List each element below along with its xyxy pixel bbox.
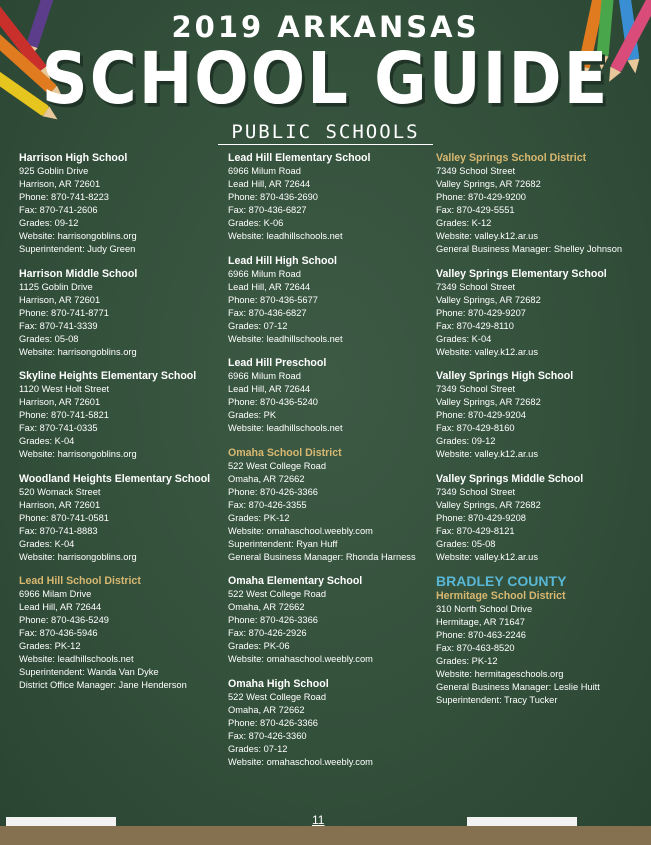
detail-line: 6966 Milum Road: [228, 166, 301, 176]
chalk-ledge: [0, 826, 651, 845]
detail-line: Website: harrisongoblins.org: [19, 231, 137, 241]
school-entry: [19, 267, 219, 359]
column-middle: [228, 151, 428, 779]
detail-line: Valley Springs, AR 72682: [436, 179, 541, 189]
detail-line: Website: omahaschool.weebly.com: [228, 756, 373, 767]
detail-line: Harrison, AR 72601: [19, 179, 101, 189]
detail-line: Valley Springs, AR 72682: [436, 499, 541, 510]
detail-line: Lead Hill, AR 72644: [19, 602, 102, 612]
detail-line: 7349 School Street: [436, 384, 516, 394]
detail-line: Lead Hill, AR 72644: [228, 281, 311, 292]
subtitle-underline: [218, 144, 433, 145]
detail-line: Fax: 870-741-0335: [19, 423, 98, 433]
school-entry: [228, 151, 428, 243]
detail-line: Superintendent: Judy Green: [19, 244, 136, 254]
detail-line: Grades: K-04: [19, 436, 75, 446]
school-entry: [228, 254, 428, 346]
school-name: Skyline Heights Elementary School: [19, 370, 197, 382]
detail-line: Phone: 870-429-9204: [436, 410, 526, 420]
school-name: Omaha Elementary School: [228, 575, 363, 587]
detail-line: Hermitage, AR 71647: [436, 617, 525, 627]
detail-line: Fax: 870-436-5946: [19, 628, 98, 638]
detail-line: Fax: 870-741-2606: [19, 205, 98, 215]
district-entry: [228, 446, 428, 564]
detail-line: Phone: 870-426-3366: [228, 486, 318, 497]
detail-line: Phone: 870-429-9208: [436, 512, 526, 523]
detail-line: Lead Hill, AR 72644: [228, 384, 311, 394]
detail-line: Omaha, AR 72662: [228, 602, 305, 612]
detail-line: Grades: 05-08: [436, 538, 496, 549]
school-entry: [228, 677, 428, 769]
detail-line: Grades: PK-12: [436, 656, 498, 666]
county-heading: BRADLEY COUNTY: [436, 573, 567, 589]
school-name: Harrison High School: [19, 152, 128, 164]
detail-line: Grades: 07-12: [228, 320, 288, 331]
detail-line: Grades: 05-08: [19, 333, 79, 344]
detail-line: Harrison, AR 72601: [19, 294, 101, 305]
school-entry: [436, 369, 646, 461]
detail-line: 522 West College Road: [228, 460, 327, 471]
detail-line: Fax: 870-429-8121: [436, 525, 515, 536]
detail-line: Website: hermitageschools.org: [436, 669, 564, 679]
district-entry: [436, 151, 646, 256]
detail-line: Fax: 870-463-8520: [436, 643, 515, 653]
detail-line: Grades: K-04: [436, 333, 492, 344]
school-name: Valley Springs High School: [436, 370, 574, 382]
school-name: Valley Springs Elementary School: [436, 267, 607, 280]
detail-line: Superintendent: Ryan Huff: [228, 538, 338, 549]
detail-line: Grades: K-04: [19, 538, 75, 549]
detail-line: Phone: 870-436-5249: [19, 615, 109, 625]
detail-line: 7349 School Street: [436, 281, 516, 292]
detail-line: Website: valley.k12.ar.us: [436, 449, 538, 459]
school-entry: [19, 472, 219, 564]
detail-line: Grades: 07-12: [228, 743, 288, 754]
detail-line: General Business Manager: Shelley Johnson: [436, 244, 623, 254]
detail-line: Grades: K-12: [436, 218, 492, 228]
detail-line: Fax: 870-426-2926: [228, 628, 307, 638]
district-entry: [19, 574, 219, 692]
district-entry: [436, 574, 646, 707]
detail-line: Fax: 870-436-6827: [228, 307, 307, 318]
detail-line: Phone: 870-436-5240: [228, 397, 318, 407]
detail-line: Fax: 870-426-3355: [228, 499, 307, 510]
chalk-left: [6, 817, 116, 826]
detail-line: Website: harrisongoblins.org: [19, 449, 137, 459]
detail-line: 522 West College Road: [228, 589, 327, 599]
district-name: Valley Springs School District: [436, 152, 587, 164]
detail-line: Grades: K-06: [228, 218, 284, 228]
detail-line: Website: valley.k12.ar.us: [436, 346, 538, 357]
detail-line: Phone: 870-426-3366: [228, 615, 318, 625]
detail-line: Website: omahaschool.weebly.com: [228, 654, 373, 664]
detail-line: 520 Womack Street: [19, 486, 101, 497]
detail-line: Superintendent: Wanda Van Dyke: [19, 667, 159, 677]
detail-line: 310 North School Drive: [436, 604, 533, 614]
detail-line: Fax: 870-429-8160: [436, 423, 515, 433]
detail-line: 7349 School Street: [436, 486, 516, 497]
detail-line: Phone: 870-741-5821: [19, 410, 109, 420]
chalk-right: [467, 817, 577, 826]
detail-line: Website: harrisongoblins.org: [19, 551, 137, 562]
detail-line: Website: valley.k12.ar.us: [436, 231, 538, 241]
detail-line: 925 Goblin Drive: [19, 166, 89, 176]
detail-line: Fax: 870-741-3339: [19, 320, 98, 331]
detail-line: 522 West College Road: [228, 691, 327, 702]
detail-line: Lead Hill, AR 72644: [228, 179, 311, 189]
detail-line: Omaha, AR 72662: [228, 704, 305, 715]
detail-line: Website: leadhillschools.net: [228, 231, 343, 241]
detail-line: Grades: PK-12: [19, 641, 81, 651]
school-name: Woodland Heights Elementary School: [19, 472, 211, 485]
page-number: 11: [312, 813, 325, 827]
detail-line: Phone: 870-426-3366: [228, 717, 318, 728]
detail-line: Fax: 870-741-8883: [19, 525, 98, 536]
detail-line: Grades: 09-12: [19, 218, 79, 228]
page-title: SCHOOL GUIDE: [41, 38, 610, 121]
column-left: [19, 151, 219, 703]
detail-line: Website: valley.k12.ar.us: [436, 551, 538, 562]
detail-line: Phone: 870-463-2246: [436, 630, 526, 640]
detail-line: Phone: 870-436-5677: [228, 294, 318, 305]
detail-line: Grades: 09-12: [436, 436, 496, 446]
school-name: Lead Hill Preschool: [228, 357, 327, 369]
detail-line: 1125 Goblin Drive: [19, 281, 93, 292]
district-name: Lead Hill School District: [19, 575, 141, 587]
detail-line: 6966 Milum Road: [228, 371, 301, 381]
detail-line: 1120 West Holt Street: [19, 384, 110, 394]
detail-line: Grades: PK-12: [228, 512, 290, 523]
detail-line: Fax: 870-429-5551: [436, 205, 515, 215]
detail-line: District Office Manager: Jane Henderson: [19, 680, 187, 690]
detail-line: Valley Springs, AR 72682: [436, 397, 541, 407]
header-year: 2019 ARKANSAS: [171, 10, 480, 44]
school-name: Harrison Middle School: [19, 267, 138, 280]
district-name: Hermitage School District: [436, 590, 566, 602]
detail-line: Grades: PK-06: [228, 641, 290, 651]
detail-line: Website: harrisongoblins.org: [19, 346, 137, 357]
detail-line: Omaha, AR 72662: [228, 473, 305, 484]
detail-line: Fax: 870-429-8110: [436, 320, 514, 331]
detail-line: 7349 School Street: [436, 166, 516, 176]
detail-line: Website: leadhillschools.net: [19, 654, 134, 664]
school-name: Lead Hill Elementary School: [228, 152, 371, 164]
school-name: Omaha High School: [228, 677, 329, 690]
detail-line: Fax: 870-426-3360: [228, 730, 307, 741]
section-subtitle: PUBLIC SCHOOLS: [231, 121, 420, 143]
detail-line: Phone: 870-741-8771: [19, 307, 109, 318]
detail-line: Phone: 870-741-0581: [19, 512, 109, 523]
detail-line: General Business Manager: Rhonda Harness: [228, 551, 416, 562]
school-name: Lead Hill High School: [228, 254, 337, 267]
detail-line: Phone: 870-436-2690: [228, 192, 318, 202]
detail-line: 6966 Milum Road: [228, 268, 301, 279]
school-entry: [436, 472, 646, 564]
school-entry: [19, 151, 219, 256]
school-entry: [436, 267, 646, 359]
school-name: Valley Springs Middle School: [436, 472, 584, 485]
detail-line: Phone: 870-741-8223: [19, 192, 109, 202]
detail-line: Superintendent: Tracy Tucker: [436, 695, 558, 705]
school-entry: [228, 356, 428, 435]
school-entry: [19, 369, 219, 461]
detail-line: General Business Manager: Leslie Huitt: [436, 682, 600, 692]
detail-line: Harrison, AR 72601: [19, 499, 101, 510]
detail-line: Website: leadhillschools.net: [228, 423, 343, 433]
detail-line: Fax: 870-436-6827: [228, 205, 307, 215]
detail-line: Phone: 870-429-9207: [436, 307, 526, 318]
detail-line: Website: omahaschool.weebly.com: [228, 525, 373, 536]
district-name: Omaha School District: [228, 446, 342, 459]
detail-line: Valley Springs, AR 72682: [436, 294, 541, 305]
detail-line: Website: leadhillschools.net: [228, 333, 343, 344]
detail-line: Grades: PK: [228, 410, 277, 420]
school-entry: [228, 574, 428, 666]
detail-line: 6966 Milam Drive: [19, 589, 92, 599]
column-right: [436, 151, 646, 718]
detail-line: Harrison, AR 72601: [19, 397, 101, 407]
detail-line: Phone: 870-429-9200: [436, 192, 526, 202]
